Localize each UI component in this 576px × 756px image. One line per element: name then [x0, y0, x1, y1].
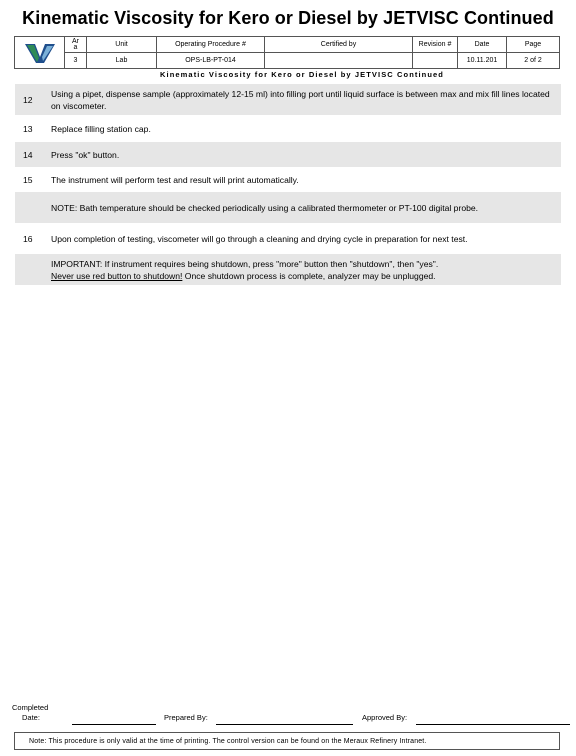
company-logo [15, 37, 65, 69]
meta-header-date: Date [458, 37, 507, 53]
step-number [15, 192, 51, 223]
meta-value-unit: Lab [87, 53, 157, 69]
prepared-by-label: Prepared By: [164, 713, 208, 722]
meta-header-procedure: Operating Procedure # [157, 37, 265, 53]
step-number: 13 [23, 123, 33, 134]
document-title: Kinematic Viscosity for Kero or Diesel by JETVISC Continued [22, 8, 554, 28]
step-row [15, 142, 561, 167]
step-row [15, 115, 561, 142]
step-number: 12 [23, 94, 33, 105]
step-row [15, 167, 561, 192]
meta-header-area-sub: a [73, 43, 78, 51]
approved-by-line [416, 724, 570, 725]
step-number: 16 [23, 233, 33, 244]
step-number [15, 254, 51, 285]
meta-value-page: 2 of 2 [507, 53, 560, 69]
meta-value-certified [265, 53, 413, 69]
meta-header-unit: Unit [87, 37, 157, 53]
step-number: 14 [23, 149, 33, 160]
meta-header-certified: Certified by [265, 37, 413, 53]
meta-value-procedure: OPS-LB-PT-014 [157, 53, 265, 69]
step-text: Press "ok" button. [51, 149, 120, 160]
meta-header-revision: Revision # [413, 37, 458, 53]
meta-value-date: 10.11.201 [458, 53, 507, 69]
meta-value-area: 3 [65, 53, 87, 69]
procedure-steps [15, 84, 561, 285]
approved-by-label: Approved By: [362, 713, 408, 722]
meta-header-page: Page [507, 37, 560, 53]
completed-label: Completed [12, 703, 49, 712]
step-text: Upon completion of testing, viscometer will go through a cleaning and drying cycle in preparation for next test. [51, 233, 468, 244]
important-text-end: Once shutdown process is complete, analyzer may be unplugged. [182, 270, 436, 281]
step-text: The instrument will perform test and result will print automatically. [51, 174, 299, 185]
important-warning: Never use red button to shutdown! [51, 270, 183, 281]
completed-date-label [12, 703, 48, 723]
valero-logo-icon [23, 41, 57, 65]
step-number: 15 [23, 174, 33, 185]
step-row [15, 223, 561, 254]
date-label: Date: [22, 713, 40, 722]
date-signature-line [72, 724, 156, 725]
prepared-by-line [216, 724, 353, 725]
step-text: Using a pipet, dispense sample (approximately 12-15 ml) into filling port until liquid surface is between max and mix fill lines located on viscometer. [51, 88, 550, 111]
step-row [15, 84, 561, 115]
important-text-intro: IMPORTANT: If instrument requires being shutdown, press "more" button then "shutdown", then "yes". [51, 258, 439, 269]
validity-note: Note: This procedure is only valid at the time of printing. The control version can be found on the Meraux Refinery Intranet. [14, 732, 560, 750]
step-row [15, 192, 561, 223]
header-meta-table [14, 36, 560, 69]
step-important-text [51, 258, 559, 282]
step-row [15, 254, 561, 285]
document-subtitle: Kinematic Viscosity for Kero or Diesel by JETVISC Continued [160, 70, 444, 79]
meta-value-revision [413, 53, 458, 69]
step-text: Replace filling station cap. [51, 123, 151, 134]
meta-header-area [65, 37, 87, 53]
step-note-text: NOTE: Bath temperature should be checked periodically using a calibrated thermometer or PT-100 digital probe. [51, 202, 479, 213]
meta-header-area-text: Ar [72, 37, 79, 45]
